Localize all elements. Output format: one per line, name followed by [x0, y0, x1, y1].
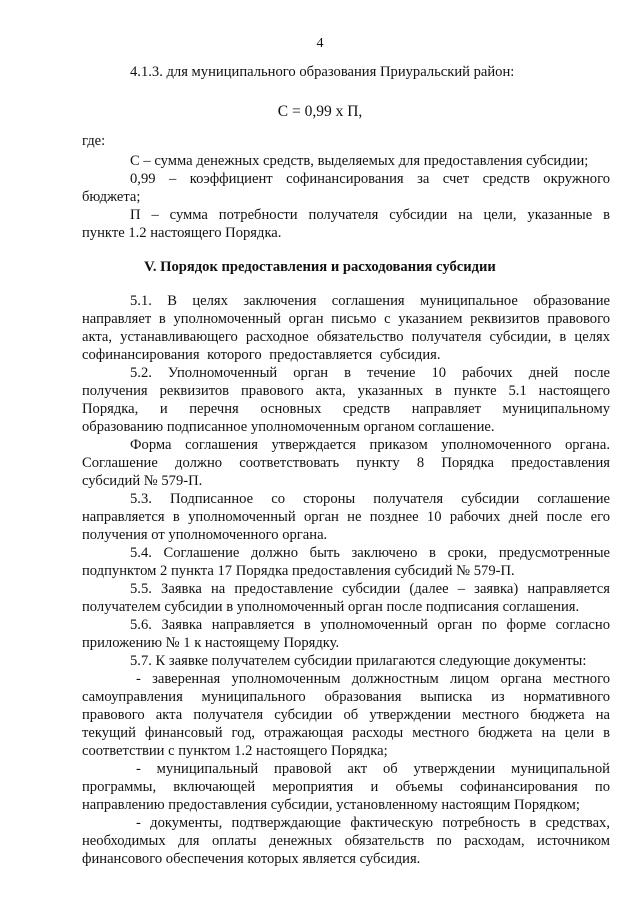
text-line: правового акта получателя субсидии об утверждении местного бюджета на	[82, 707, 610, 723]
text-line: направляется в уполномоченный орган не позднее 10 рабочих дней после его	[82, 509, 610, 525]
text-line: субсидий № 579-П.	[82, 473, 203, 489]
formula: С = 0,99 х П,	[277, 103, 363, 120]
definition-coefficient-cont: бюджета;	[82, 189, 141, 205]
clause-5-4: 5.4. Соглашение должно быть заключено в сроки, предусмотренные	[130, 545, 610, 561]
text-line: Порядка, и перечня основных средств направляет муниципальному	[82, 401, 610, 417]
clause-5-1: 5.1. В целях заключения соглашения муниципальное образование	[130, 293, 610, 309]
text-line: необходимых для оплаты денежных обязательств по расходам, источником	[82, 833, 610, 849]
clause-5-5: 5.5. Заявка на предоставление субсидии (далее – заявка) направляется	[130, 581, 610, 597]
text-line: направляет в уполномоченный орган письмо с указанием реквизитов правового	[82, 311, 610, 327]
text-line: получателем субсидии в уполномоченный орган после подписания соглашения.	[82, 599, 580, 615]
text-line: текущий финансовый год, отражающая расходы местного бюджета на цели в	[82, 725, 610, 741]
definition-p-cont: пункте 1.2 настоящего Порядка.	[82, 225, 282, 241]
text-line: Соглашение должно соответствовать пункту 8 Порядка предоставления	[82, 455, 610, 471]
definition-p: П – сумма потребности получателя субсидии на цели, указанные в	[130, 207, 610, 223]
text-line: получения от уполномоченного органа.	[82, 527, 328, 543]
paragraph-form: Форма соглашения утверждается приказом уполномоченного органа.	[130, 437, 610, 453]
text-line: программы, включающей мероприятия и объемы софинансирования по	[82, 779, 610, 795]
clause-5-6: 5.6. Заявка направляется в уполномоченный орган по форме согласно	[130, 617, 610, 633]
text-line: образованию подписанное уполномоченным органом соглашение.	[82, 419, 495, 435]
text-line: финансового обеспечения которых является субсидия.	[82, 851, 421, 867]
list-item-1: - заверенная уполномоченным должностным лицом органа местного	[136, 671, 610, 687]
text-line: соответствии с пунктом 1.2 настоящего Порядка;	[82, 743, 388, 759]
definition-coefficient: 0,99 – коэффициент софинансирования за счет средств окружного	[130, 171, 610, 187]
definition-c: С – сумма денежных средств, выделяемых для предоставления субсидии;	[130, 153, 589, 169]
text-line: акта, устанавливающего расходное обязательство получателя субсидии, в целях	[82, 329, 610, 345]
clause-5-3: 5.3. Подписанное со стороны получателя субсидии соглашение	[130, 491, 610, 507]
page-number: 4	[316, 36, 324, 51]
text-line: направлению предоставления субсидии, установленному настоящим Порядком;	[82, 797, 580, 813]
text-line: софинансирования которого предоставляется субсидия.	[82, 347, 441, 363]
where-label: где:	[82, 133, 106, 149]
section-heading: V. Порядок предоставления и расходования субсидии	[144, 259, 496, 275]
clause-5-2: 5.2. Уполномоченный орган в течение 10 рабочих дней после	[130, 365, 610, 381]
text-line: подпунктом 2 пункта 17 Порядка предоставления субсидий № 579-П.	[82, 563, 515, 579]
text-line: получения реквизитов правового акта, указанных в пункте 5.1 настоящего	[82, 383, 610, 399]
list-item-2: - муниципальный правовой акт об утверждении муниципальной	[136, 761, 610, 777]
text-line: приложению № 1 к настоящему Порядку.	[82, 635, 340, 651]
text-line: самоуправления муниципального образования выписка из нормативного	[82, 689, 610, 705]
clause-4-1-3: 4.1.3. для муниципального образования Приуральский район:	[130, 64, 515, 80]
list-item-3: - документы, подтверждающие фактическую потребность в средствах,	[136, 815, 610, 831]
clause-5-7: 5.7. К заявке получателем субсидии прилагаются следующие документы:	[130, 653, 587, 669]
